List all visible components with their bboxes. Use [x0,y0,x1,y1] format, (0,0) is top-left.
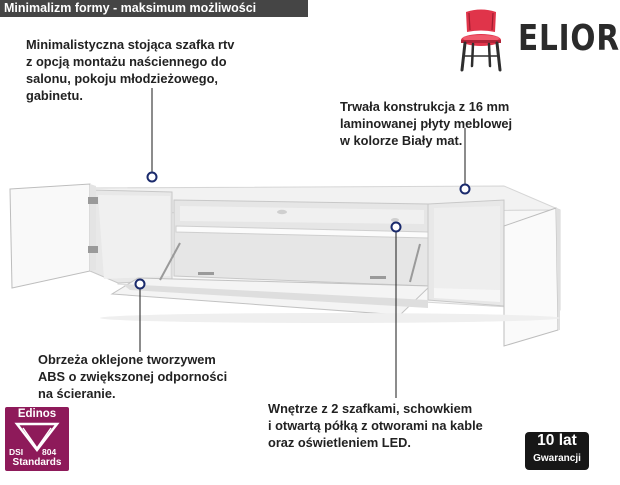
callout-line: w kolorze Biały mat. [340,133,463,148]
warranty-years: 10 lat [537,432,577,449]
edinos-name: Edinos [17,408,57,420]
callout-line: ABS o zwiększonej odporności [38,369,228,384]
edinos-standards: Standards [12,457,62,468]
tv-cabinet-illustration [0,170,600,360]
brand-name: ELIOR [518,18,620,59]
callout-line: oraz oświetleniem LED. [268,435,411,450]
callout-construction [340,98,512,149]
chair-icon [458,8,504,72]
callout-line: Obrzeża oklejone tworzywem [38,352,216,367]
header-bar [0,0,308,17]
edinos-number: 804 [42,447,57,457]
callout-line: laminowanej płyty meblowej [340,116,513,131]
warranty-badge [525,432,589,470]
callout-line: Trwała konstrukcja z 16 mm [340,99,510,114]
elior-logo [454,8,620,72]
callout-line: i otwartą półką z otworami na kable [268,418,483,433]
callout-line: Minimalistyczna stojąca szafka rtv [26,37,235,52]
warranty-label: Gwarancji [533,453,581,464]
callout-line: z opcją montażu naściennego do [26,54,227,69]
callout-line: salonu, pokoju młodzieżowego, [26,71,218,86]
callout-interior [268,400,483,451]
callout-line: na ścieranie. [38,386,116,401]
callout-edges [38,351,227,402]
header-title: Minimalizm formy - maksimum możliwości [4,1,257,15]
callout-line: gabinetu. [26,88,83,103]
edinos-dsi: DSI [9,447,24,457]
callout-line: Wnętrze z 2 szafkami, schowkiem [268,401,473,416]
edinos-badge [5,407,69,471]
callout-description [26,36,234,104]
